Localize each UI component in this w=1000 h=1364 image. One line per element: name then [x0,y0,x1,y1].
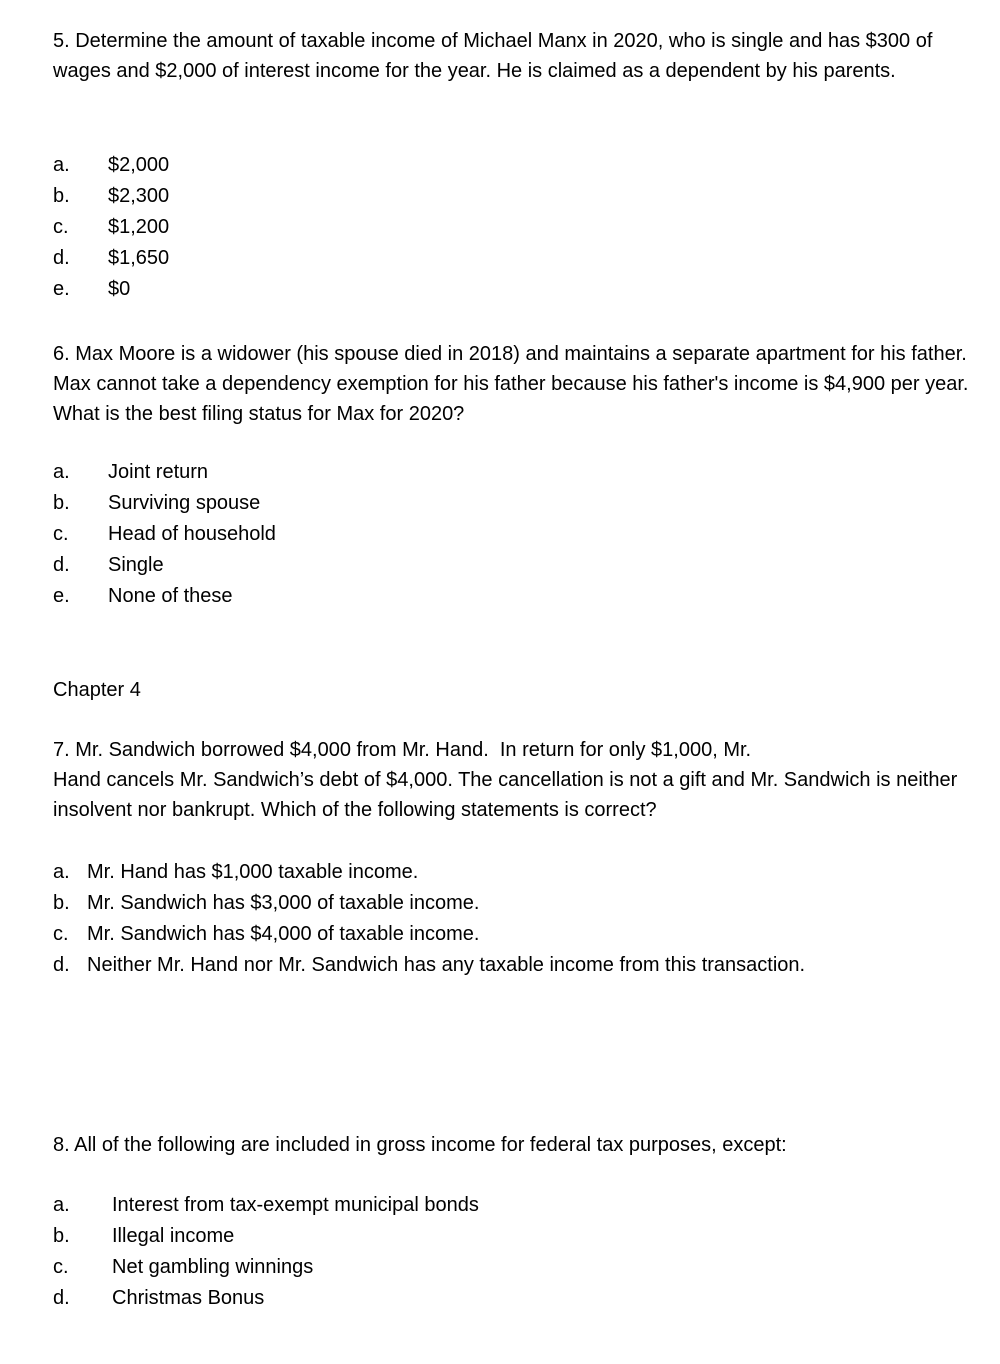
question-7-options [53,857,805,981]
option-text: $1,650 [108,247,170,269]
option-letter: c. [53,216,69,238]
option-letter: c. [53,1256,69,1278]
option-text: Interest from tax-exempt municipal bonds [112,1194,479,1216]
chapter-heading: Chapter 4 [53,679,141,701]
option-text: Mr. Sandwich has $3,000 of taxable income. [87,892,480,914]
option-item [53,888,805,919]
option-item [53,950,805,981]
option-text: Neither Mr. Hand nor Mr. Sandwich has any taxable income from this transaction. [87,954,806,976]
option-letter: a. [53,461,70,483]
option-text: Mr. Hand has $1,000 taxable income. [87,861,419,883]
question-7-line-1: 7. Mr. Sandwich borrowed $4,000 from Mr. Hand. In return for only $1,000, Mr. [53,739,752,761]
option-text: Joint return [108,461,209,483]
option-text: None of these [108,585,233,607]
question-6-text: 6. Max Moore is a widower (his spouse died in 2018) and maintains a separate apartment for his father. Max cannot take a dependency exemption for his father because his father's income is $4,900 per year. What is the best filing status for Max for 2020? [53,343,969,425]
question-5-text: 5. Determine the amount of taxable income of Michael Manx in 2020, who is single and has $300 of wages and $2,000 of interest income for the year. He is claimed as a dependent by his parents. [53,30,933,82]
option-letter: a. [53,1194,70,1216]
option-text: Net gambling winnings [112,1256,314,1278]
option-letter: d. [53,554,70,576]
option-text: Christmas Bonus [112,1287,265,1309]
option-letter: a. [53,861,70,883]
question-7-text [53,735,980,825]
option-text: $0 [108,278,131,300]
option-text: Single [108,554,164,576]
option-text: $1,200 [108,216,170,238]
option-text: Surviving spouse [108,492,261,514]
option-letter: e. [53,585,70,607]
option-letter: c. [53,923,69,945]
option-letter: b. [53,892,70,914]
option-letter: d. [53,954,70,976]
option-letter: b. [53,1225,70,1247]
option-text: $2,000 [108,154,170,176]
option-item [53,919,805,950]
option-text: Illegal income [112,1225,235,1247]
option-letter: b. [53,492,70,514]
option-letter: c. [53,523,69,545]
option-text: Mr. Sandwich has $4,000 of taxable income. [87,923,480,945]
option-item [53,857,805,888]
option-letter: d. [53,1287,70,1309]
option-letter: d. [53,247,70,269]
question-7-line-rest: Hand cancels Mr. Sandwich’s debt of $4,000. The cancellation is not a gift and Mr. Sandwich is neither insolvent nor bankrupt. Which of the following statements is correct? [53,769,958,821]
option-letter: e. [53,278,70,300]
option-letter: b. [53,185,70,207]
option-text: Head of household [108,523,276,545]
option-text: $2,300 [108,185,170,207]
question-8-text: 8. All of the following are included in gross income for federal tax purposes, except: [53,1134,787,1156]
option-letter: a. [53,154,70,176]
